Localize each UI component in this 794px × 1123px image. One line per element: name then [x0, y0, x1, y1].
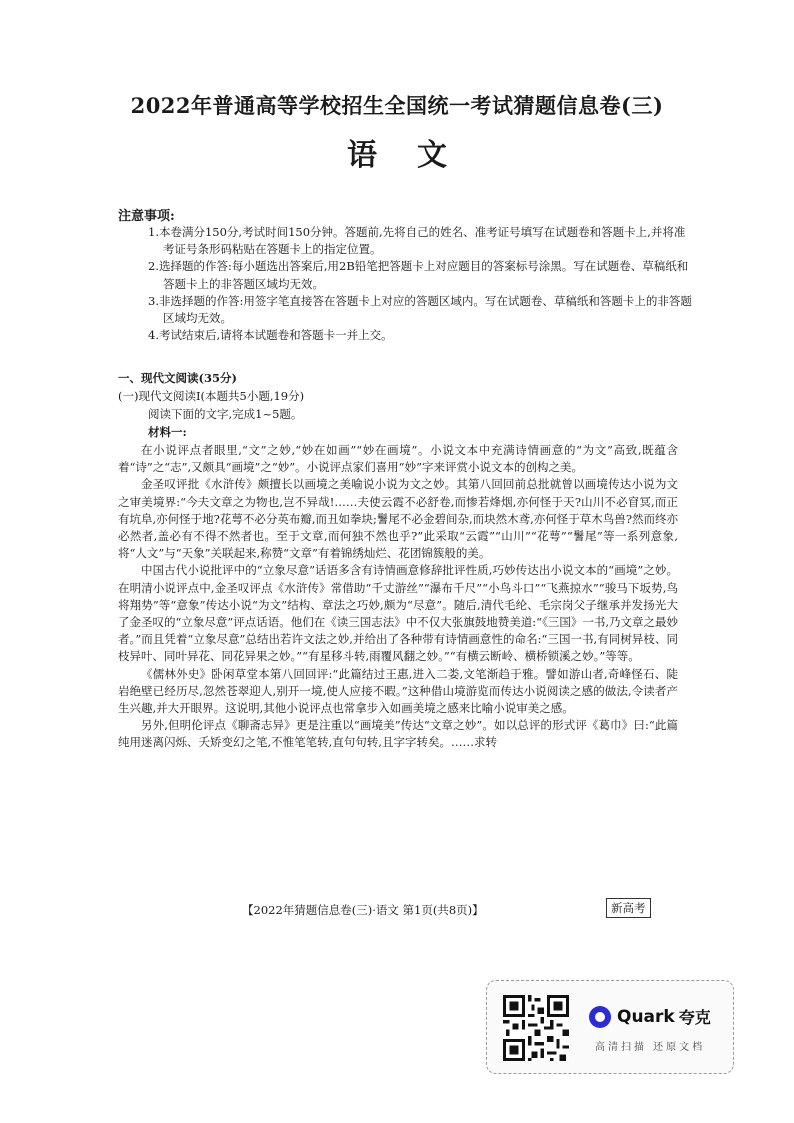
- section-title: 一、现代文阅读(35分): [118, 371, 237, 385]
- quark-slogan: 高清扫描 还原文档: [595, 1042, 706, 1053]
- subject-title: 语文: [347, 138, 487, 173]
- notes-item: 4.考试结束后,请将本试题卷和答题卡一并上交。: [148, 328, 393, 343]
- notes-heading: 注意事项:: [118, 209, 175, 224]
- quark-brand-cn: 夸克: [678, 1008, 711, 1027]
- passage-paragraph: 中国古代小说批评中的“立象尽意”话语多含有诗情画意修辞批评性质,巧妙传达出小说文本的“画境”之妙。在明清小说评点中,金圣叹评点《水浒传》常借助“千丈游丝”“瀑布千尺”“小鸟斗口”“飞燕掠水”“骏马下坂势,鸟将翔势”等“意象”传达小说“为文”结构、章法之巧妙,颇为“尽意”。随后,清代毛纶、毛宗岗父子继承并发扬光大了金圣叹的“立象尽意”评点话语。他们在《读三国志法》中不仅大张旗鼓地赞美道:“《三国》一书,乃文章之最妙者。”而且凭着“立象尽意”总结出若许文法之妙,并给出了各种带有诗情画意性的命名:“三国一书,有同树异枝、同枝异叶、同叶异花、同花异果之妙。”“有星移斗转,雨覆风翻之妙。”“有横云断岭、横桥锁溪之妙。”等等。: [118, 563, 678, 664]
- notes-item: 3.非选择题的作答:用签字笔直接答在答题卡上对应的答题区域内。写在试题卷、草稿纸和答题卡上的非答题区域均无效。: [148, 293, 692, 326]
- qr-code-icon: [503, 995, 569, 1061]
- instruction-text: 阅读下面的文字,完成1~5题。: [148, 407, 303, 421]
- material-label: 材料一:: [148, 425, 187, 439]
- quark-logo-icon: [589, 1006, 611, 1028]
- passage-paragraph: 另外,但明伦评点《聊斋志异》更是注重以“画境美”传达“文章之妙”。如以总评的形式评《葛巾》曰:“此篇纯用迷离闪烁、夭矫变幻之笔,不惟笔笔转,直句句转,且字字转矣。……求转: [118, 718, 678, 750]
- quark-watermark-card: [486, 980, 734, 1074]
- notes-item: 1.本卷满分150分,考试时间150分钟。答题前,先将自己的姓名、准考证号填写在试题卷和答题卡上,并将准考证号条形码粘贴在答题卡上的指定位置。: [148, 225, 686, 257]
- passage-paragraph: 在小说评点者眼里,“文”之妙,“妙在如画”“妙在画境”。小说文本中充满诗情画意的“为文”高致,既蕴含着“诗”之“志”,又颇具“画境”之“妙”。小说评点家们喜用“妙”字来评赏小说文本的创构之美。: [118, 443, 678, 475]
- exam-type-badge: 新高考: [606, 898, 651, 918]
- notes-item: 2.选择题的作答:每小题选出答案后,用2B铅笔把答题卡上对应题目的答案标号涂黑。写在试题卷、草稿纸和答题卡上的非答题区域均无效。: [148, 259, 689, 291]
- reading-passage: [118, 442, 678, 752]
- quark-brand-name: Quark: [617, 1006, 675, 1027]
- passage-paragraph: 金圣叹评批《水浒传》颇擅长以画境之美喻说小说为文之妙。其第八回回前总批就曾以画境传达小说为文之审美境界:“今夫文章之为物也,岂不异哉!……夫使云霞不必舒卷,而惨若烽烟,亦何怪于天?山川不必窅冥,而正有坑阜,亦何怪于地?花萼不必分英布瓣,而丑如拳块;鬐尾不必金碧间杂,而块然木鸢,亦何怪于草木鸟兽?然而终亦必然者,盖必有不得不然者也。至于文章,而何独不然也乎?”此采取“云霞”“山川”“花萼”“鬐尾”等一系列意象,将“人文”与“天象”关联起来,称赞“文章”有着锦绣灿烂、花团锦簇般的美。: [118, 477, 678, 561]
- subsection-title: (一)现代文阅读Ⅰ(本题共5小题,19分): [118, 389, 305, 403]
- passage-paragraph: 《儒林外史》卧闲草堂本第八回回评:“此篇结过王惠,进入二娄,文笔渐趋于雅。譬如游山者,奇峰怪石、陡岩绝壁已经历尽,忽然苍翠迎人,别开一境,使人应接不暇。”这种借山境游览而传达小说阅读之感的做法,令读者产生兴趣,并大开眼界。这说明,其他小说评点也常拿步入如画美境之感来比喻小说审美之感。: [118, 666, 678, 716]
- page-footer: 【2022年猜题信息卷(三)·语文 第1页(共8页)】: [242, 903, 484, 917]
- exam-title: 2022年普通高等学校招生全国统一考试猜题信息卷(三): [130, 93, 664, 118]
- quark-brand: [589, 1005, 711, 1028]
- notes-list: [148, 224, 693, 344]
